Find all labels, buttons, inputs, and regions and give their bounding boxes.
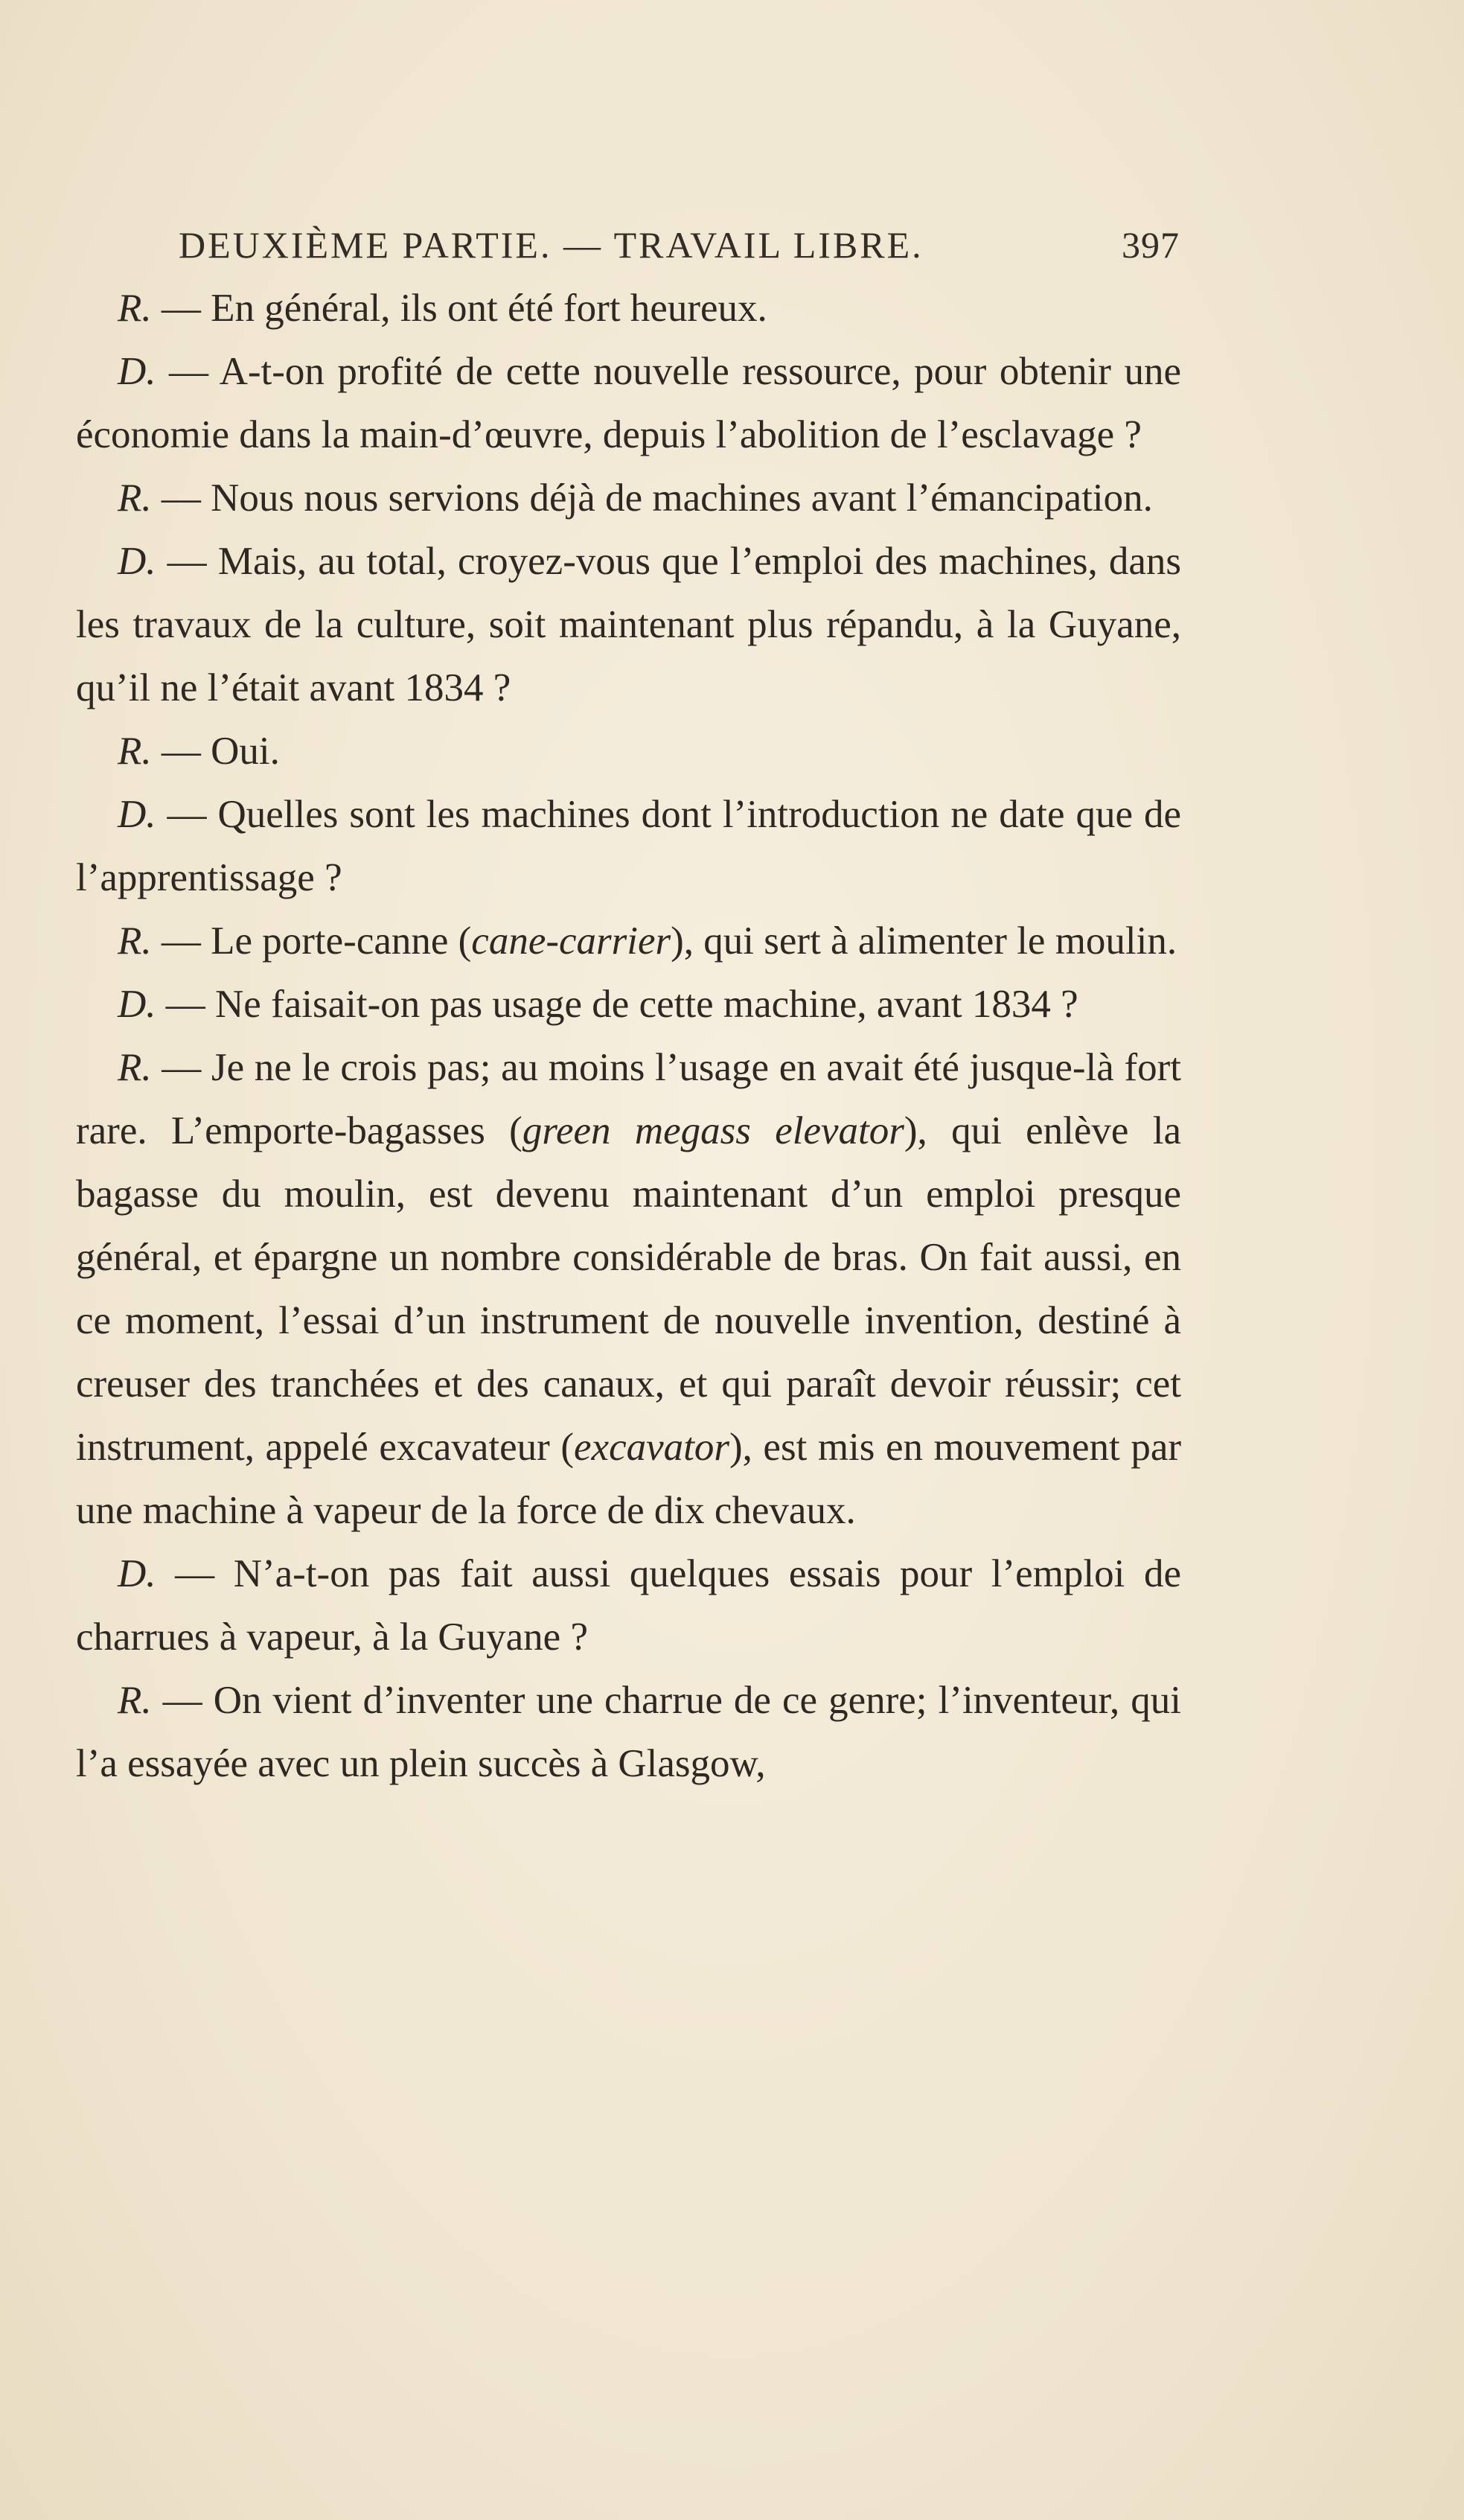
speaker-label: R. bbox=[118, 476, 152, 520]
paragraph-text: ), qui enlève la bagasse du moulin, est devenu maintenant d’un emploi presque général, et épargne un nombre considérable de bras. On fait aussi, en ce moment, l’essai d’un instrument de nouvelle invention, destiné à creuser des tranchées et des canaux, et qui paraît devoir réussir; cet instrument, appelé excavateur ( bbox=[76, 1109, 1182, 1469]
dialogue-paragraph bbox=[76, 530, 1181, 720]
italic-term: cane-carrier bbox=[471, 919, 671, 963]
paragraph-text: — Quelles sont les machines dont l’introduction ne date que de l’apprentissage ? bbox=[76, 793, 1181, 899]
speaker-label: D. bbox=[118, 983, 156, 1026]
paragraph-text: ), qui sert à alimenter le moulin. bbox=[671, 919, 1177, 963]
speaker-label: D. bbox=[118, 350, 156, 393]
speaker-label: R. bbox=[118, 1679, 152, 1722]
speaker-label: R. bbox=[118, 287, 152, 330]
dialogue-paragraph bbox=[76, 1543, 1181, 1669]
speaker-label: R. bbox=[118, 730, 152, 773]
paragraph-text: — N’a-t-on pas fait aussi quelques essais pour l’emploi de charrues à vapeur, à la Guyane ? bbox=[76, 1552, 1181, 1659]
dialogue-paragraph bbox=[76, 783, 1181, 910]
dialogue-paragraph bbox=[76, 1669, 1181, 1796]
paragraph-text: — On vient d’inventer une charrue de ce genre; l’inventeur, qui l’a essayée avec un plein succès à Glasgow, bbox=[76, 1679, 1181, 1785]
paragraph-text: — Nous nous servions déjà de machines avant l’émancipation. bbox=[151, 476, 1153, 520]
dialogue-paragraph bbox=[76, 340, 1181, 467]
page-number: 397 bbox=[1122, 224, 1180, 266]
speaker-label: D. bbox=[118, 793, 156, 836]
paragraph-text: — En général, ils ont été fort heureux. bbox=[151, 287, 767, 330]
paragraph-text: — Ne faisait-on pas usage de cette machine, avant 1834 ? bbox=[156, 983, 1078, 1026]
body-text bbox=[76, 277, 1181, 1796]
paragraph-text: — Mais, au total, croyez-vous que l’emploi des machines, dans les travaux de la culture, soit maintenant plus répandu, à la Guyane, qu’il ne l’était avant 1834 ? bbox=[76, 540, 1181, 709]
paragraph-text: — A-t-on profité de cette nouvelle ressource, pour obtenir une économie dans la main-d’œuvre, depuis l’abolition de l’esclavage ? bbox=[76, 350, 1181, 456]
dialogue-paragraph bbox=[76, 1036, 1181, 1543]
paragraph-text: ), est mis en mouvement par une machine à vapeur de la force de dix chevaux. bbox=[76, 1426, 1181, 1532]
running-header bbox=[179, 223, 1180, 267]
paragraph-text: — Je ne le crois pas; au moins l’usage en avait été jusque-là fort rare. L’emporte-bagasses ( bbox=[76, 1046, 1181, 1152]
dialogue-paragraph bbox=[76, 467, 1181, 530]
dialogue-paragraph bbox=[76, 720, 1181, 783]
speaker-label: D. bbox=[118, 540, 156, 583]
speaker-label: R. bbox=[118, 1046, 152, 1089]
paragraph-text: — Oui. bbox=[151, 730, 280, 773]
italic-term: excavator bbox=[574, 1426, 729, 1469]
running-title: DEUXIÈME PARTIE. — TRAVAIL LIBRE. bbox=[179, 224, 924, 266]
speaker-label: D. bbox=[118, 1552, 156, 1595]
italic-term: green megass elevator bbox=[522, 1109, 904, 1152]
paragraph-text: — Le porte-canne ( bbox=[151, 919, 472, 963]
dialogue-paragraph bbox=[76, 277, 1181, 340]
dialogue-paragraph bbox=[76, 973, 1181, 1036]
dialogue-paragraph bbox=[76, 910, 1181, 973]
speaker-label: R. bbox=[118, 919, 152, 963]
